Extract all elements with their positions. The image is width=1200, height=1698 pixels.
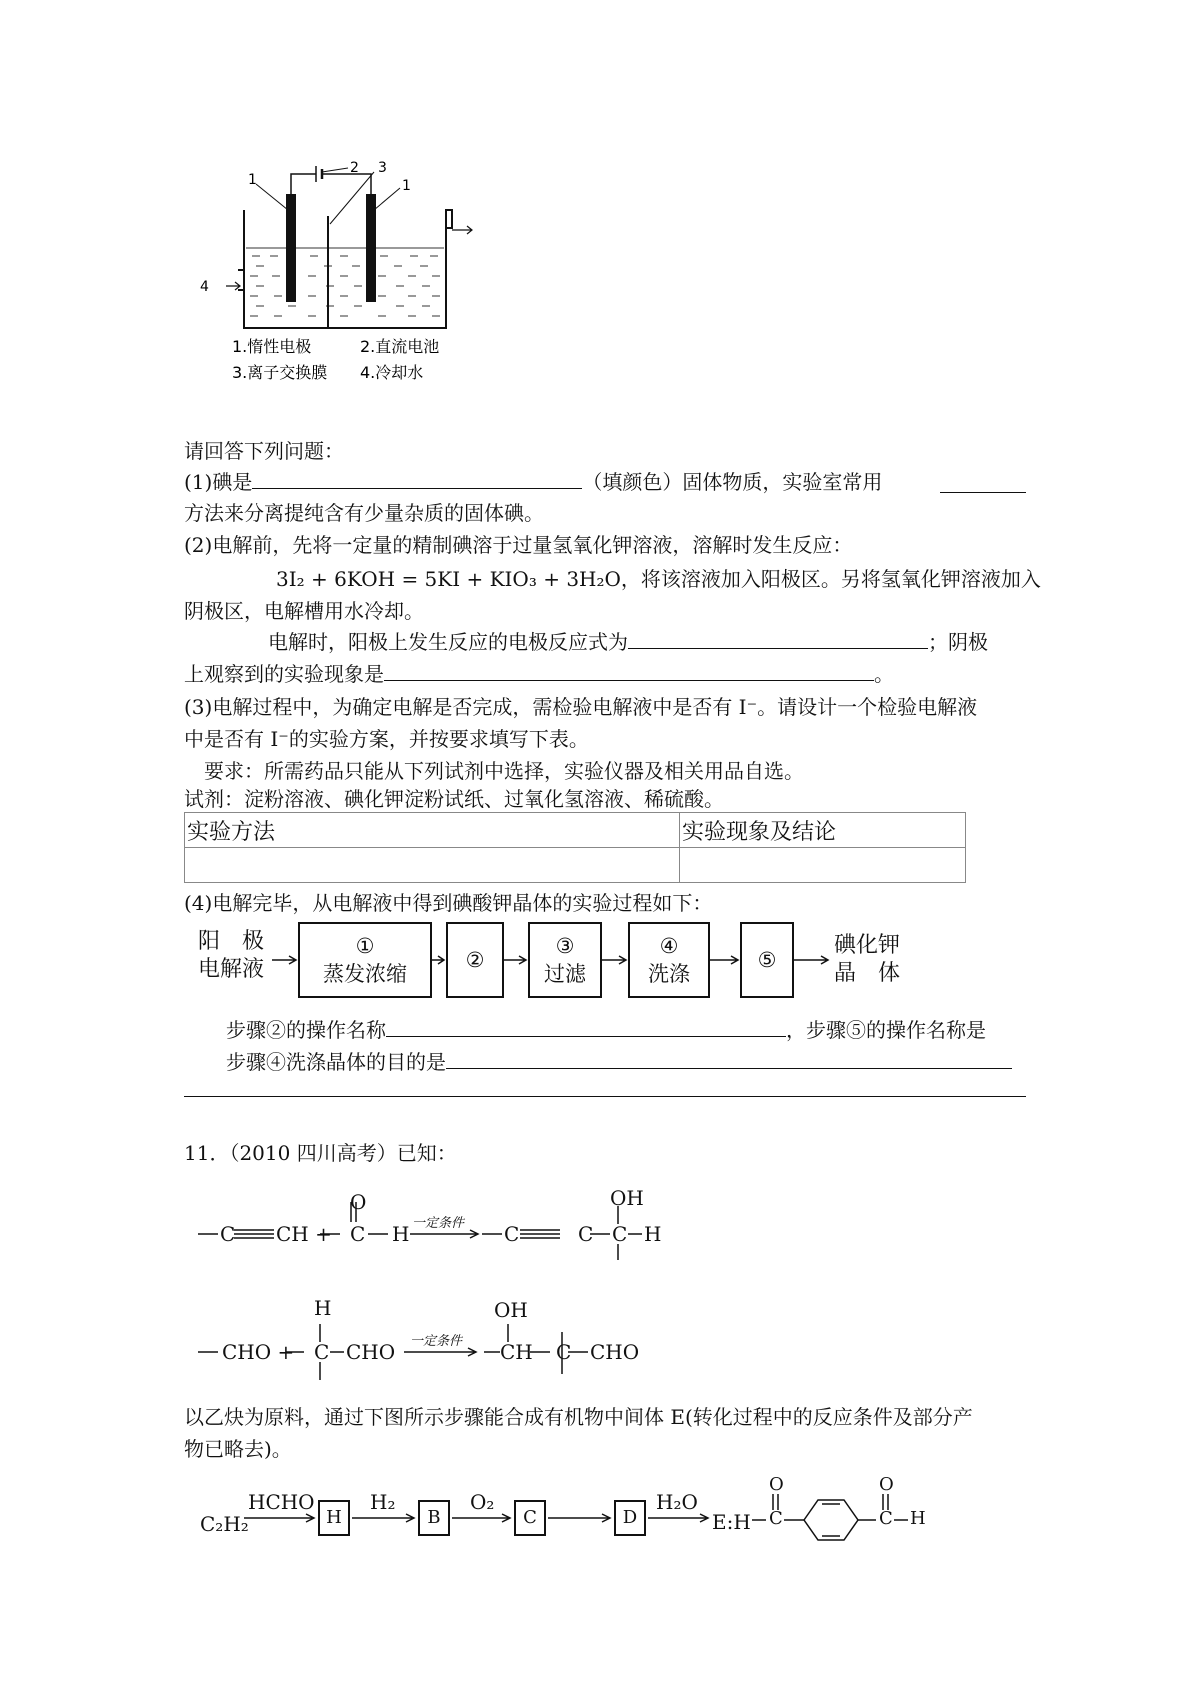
q11-intro-1: 以乙炔为原料，通过下图所示步骤能合成有机物中间体 E(转化过程中的反应条件及部分产 [184,1405,973,1429]
r1-p-oh: OH [610,1186,644,1210]
flow-box-1-num: ① [355,934,375,958]
flow-start-line-2: 电解液 [198,957,265,982]
e-h-2: H [910,1508,926,1529]
r2-p-ch: CH [500,1340,533,1364]
r1-p-h: H [644,1222,662,1246]
syn-reagent-5: H₂O [656,1490,698,1514]
r1-c: C [220,1222,236,1246]
r2-cho: CHO + [222,1340,295,1364]
step4-text: 步骤④洗涤晶体的目的是 [226,1050,446,1074]
legend-2: 2.直流电池 [360,337,440,356]
flow-end-line-2: 晶 体 [834,961,901,986]
syn-box-c: C [514,1500,546,1536]
label-1a: 1 [248,172,257,188]
r1-h: H [392,1222,410,1246]
q2-cathode-text: 上观察到的实验现象是 [184,662,384,686]
q1-text-b: （填颜色）固体物质，实验室常用 [582,470,883,494]
r2-c: C [314,1340,330,1364]
e-c-1: C [769,1508,783,1529]
q11-intro-2: 物已略去)。 [184,1437,292,1461]
q3-line-2: 中是否有 I⁻的实验方案，并按要求填写下表。 [184,727,589,751]
flow-box-4-num: ④ [659,934,679,958]
syn-reagent-1: HCHO [248,1490,315,1514]
table-header-method: 实验方法 [185,813,680,848]
intro-line: 请回答下列问题： [184,439,344,463]
q2-line-1: (2)电解前，先将一定量的精制碘溶于过量氢氧化钾溶液，溶解时发生反应： [184,533,853,557]
step2-text: 步骤②的操作名称 [226,1018,386,1042]
flow-end-line-1: 碘化钾 [834,933,901,958]
syn-box-d: D [614,1500,646,1536]
syn-reagent-2: H₂ [370,1490,396,1514]
r1-c2: C [350,1222,366,1246]
r2-p-cho: CHO [590,1340,640,1364]
q3-reagents: 试剂：淀粉溶液、碘化钾淀粉试纸、过氧化氢溶液、稀硫酸。 [184,787,724,811]
q2-anode-end: ；阴极 [928,630,988,654]
e-c-2: C [879,1508,893,1529]
q2-line-3: 阴极区，电解槽用水冷却。 [184,599,424,623]
r1-condition: 一定条件 [412,1216,465,1231]
q4-line: (4)电解完毕，从电解液中得到碘酸钾晶体的实验过程如下： [184,891,713,915]
r1-o: O [350,1190,367,1214]
label-4: 4 [200,279,209,295]
r2-h: H [314,1296,332,1320]
legend-3: 3.离子交换膜 [232,363,328,382]
q2-cathode-end: 。 [874,662,894,686]
r2-p-oh: OH [494,1298,528,1322]
legend-1: 1.惰性电极 [232,337,312,356]
q2-equation-line: 3I₂ + 6KOH = 5KI + KIO₃ + 3H₂O，将该溶液加入阳极区。另将氢氧化钾溶液加入 [276,567,1041,591]
r1-p-c3: C [612,1222,628,1246]
flow-box-4-label: 洗涤 [648,962,690,986]
table-header-result: 实验现象及结论 [680,813,966,848]
q1-line-2: 方法来分离提纯含有少量杂质的固体碘。 [184,501,544,525]
r1-p-c2: C [578,1222,594,1246]
e-o-1: O [769,1474,784,1495]
q1-text-a: (1)碘是 [184,470,253,494]
r1-p-c: C [504,1222,520,1246]
flow-box-3-num: ③ [555,934,575,958]
syn-reagent-3: O₂ [470,1490,495,1514]
label-2: 2 [350,160,359,176]
label-1b: 1 [402,178,411,194]
flow-start-line-1: 阳 极 [198,929,265,954]
syn-e-label: E:H [712,1510,751,1534]
r2-cho2: CHO [346,1340,396,1364]
label-3: 3 [378,160,387,176]
syn-box-b: B [418,1500,450,1536]
q2-anode-text: 电解时，阳极上发生反应的电极反应式为 [268,630,628,654]
e-o-2: O [879,1474,894,1495]
r1-ch: CH + [276,1222,332,1246]
flow-box-5-num: ⑤ [757,948,777,972]
r2-p-c: C [556,1340,572,1364]
syn-box-h: H [318,1500,350,1536]
q11-header: 11．（2010 四川高考）已知： [184,1141,457,1165]
q3-requirement: 要求：所需药品只能从下列试剂中选择，实验仪器及相关用品自选。 [204,759,804,783]
flow-box-3-label: 过滤 [544,962,586,986]
flow-box-1-label: 蒸发浓缩 [323,962,407,986]
r2-condition: 一定条件 [410,1334,463,1349]
syn-start: C₂H₂ [200,1512,249,1536]
flow-box-2-num: ② [465,948,485,972]
legend-4: 4.冷却水 [360,363,424,382]
q3-line-1: (3)电解过程中，为确定电解是否完成，需检验电解液中是否有 I⁻。请设计一个检验电解液 [184,695,978,719]
step5-text: ，步骤⑤的操作名称是 [786,1018,986,1042]
